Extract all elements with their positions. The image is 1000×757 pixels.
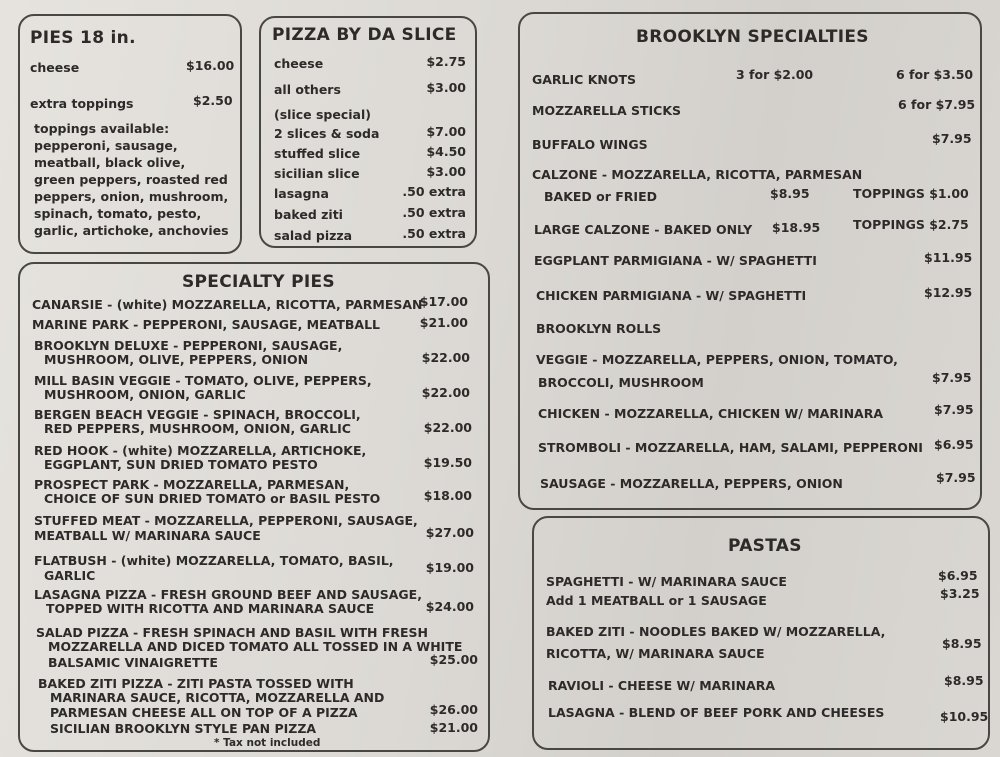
specialty-item-price: $24.00 [425, 599, 474, 614]
specialty-item-line: BAKED ZITI PIZZA - ZITI PASTA TOSSED WITH [38, 676, 354, 691]
stromboli-roll: STROMBOLI - MOZZARELLA, HAM, SALAMI, PEPPERONI [538, 440, 923, 455]
lasagna-price: $10.95 [940, 709, 989, 724]
specialty-item-line: STUFFED MEAT - MOZZARELLA, PEPPERONI, SAUSAGE, [34, 513, 418, 528]
specialty-item-line: RED PEPPERS, MUSHROOM, ONION, GARLIC [44, 421, 351, 436]
slice-item-label: lasagna [274, 186, 329, 201]
toppings-line: meatball, black olive, [34, 155, 186, 170]
chicken-parmigiana: CHICKEN PARMIGIANA - W/ SPAGHETTI [536, 288, 807, 303]
chicken-parmigiana-price: $12.95 [924, 285, 973, 300]
specialty-item-line: EGGPLANT, SUN DRIED TOMATO PESTO [44, 457, 318, 472]
specialty-item-price: $18.00 [423, 488, 472, 503]
specialty-item-line: MARINE PARK - PEPPERONI, SAUSAGE, MEATBALL [32, 317, 381, 332]
specialty-item-line: MILL BASIN VEGGIE - TOMATO, OLIVE, PEPPERS, [34, 373, 372, 388]
large-calzone: LARGE CALZONE - BAKED ONLY [534, 222, 753, 237]
specialty-item-price: $27.00 [425, 525, 474, 540]
pastas-title: PASTAS [728, 536, 802, 556]
calzone-toppings: TOPPINGS $1.00 [853, 186, 969, 201]
slice-item-price: $3.00 [426, 164, 466, 179]
large-calzone-price: $18.95 [772, 220, 821, 235]
stromboli-roll-price: $6.95 [934, 437, 974, 452]
toppings-line: toppings available: [34, 121, 170, 136]
slice-item-label: sicilian slice [274, 166, 360, 181]
toppings-line: green peppers, roasted red [34, 172, 228, 187]
eggplant-parmigiana: EGGPLANT PARMIGIANA - W/ SPAGHETTI [534, 253, 817, 268]
sausage-roll: SAUSAGE - MOZZARELLA, PEPPERS, ONION [540, 476, 843, 491]
pie-cheese-label: cheese [30, 60, 80, 75]
specialty-item-line: PROSPECT PARK - MOZZARELLA, PARMESAN, [34, 477, 350, 492]
pie-cheese-price: $16.00 [186, 58, 235, 73]
baked-ziti-price: $8.95 [942, 636, 982, 651]
specialty-item-line: BALSAMIC VINAIGRETTE [48, 655, 218, 670]
specialty-item-price: $25.00 [429, 652, 478, 667]
spaghetti-add-price: $3.25 [940, 586, 980, 601]
specialty-item-line: MUSHROOM, OLIVE, PEPPERS, ONION [44, 352, 309, 367]
garlic-knots: GARLIC KNOTS [532, 72, 637, 87]
specialty-item-line: LASAGNA PIZZA - FRESH GROUND BEEF AND SAUSAGE, [34, 587, 422, 602]
specialty-item-line: GARLIC [44, 568, 96, 583]
specialty-item-price: $21.00 [419, 315, 468, 330]
specialty-item-line: RED HOOK - (white) MOZZARELLA, ARTICHOKE, [34, 443, 367, 458]
specialty-item-price: $22.00 [421, 385, 470, 400]
lasagna: LASAGNA - BLEND OF BEEF PORK AND CHEESES [548, 705, 885, 720]
slice-title: PIZZA BY DA SLICE [272, 25, 457, 45]
baked-ziti-line: BAKED ZITI - NOODLES BAKED W/ MOZZARELLA, [546, 624, 886, 639]
brooklyn-rolls-heading: BROOKLYN ROLLS [536, 321, 662, 336]
slice-item-label: stuffed slice [274, 146, 361, 161]
specialty-item-price: $22.00 [421, 350, 470, 365]
veggie-roll-line: VEGGIE - MOZZARELLA, PEPPERS, ONION, TOMATO, [536, 352, 898, 367]
specialty-item-price: $21.00 [429, 720, 478, 735]
calzone-line: CALZONE - MOZZARELLA, RICOTTA, PARMESAN [532, 167, 863, 182]
eggplant-parmigiana-price: $11.95 [924, 250, 973, 265]
specialty-item-line: MEATBALL W/ MARINARA SAUCE [34, 528, 261, 543]
mozzarella-sticks-price: 6 for $7.95 [898, 97, 976, 112]
tax-note: * Tax not included [214, 737, 321, 749]
slice-item-price: .50 extra [402, 184, 466, 199]
large-calzone-toppings: TOPPINGS $2.75 [853, 217, 969, 232]
toppings-line: spinach, tomato, pesto, [34, 206, 202, 221]
specialty-item-line: TOPPED WITH RICOTTA AND MARINARA SAUCE [46, 601, 375, 616]
slice-item-label: (slice special) [274, 107, 371, 122]
specialty-item-line: BERGEN BEACH VEGGIE - SPINACH, BROCCOLI, [34, 407, 361, 422]
slice-item-price: $3.00 [426, 80, 466, 95]
chicken-roll: CHICKEN - MOZZARELLA, CHICKEN W/ MARINARA [538, 406, 884, 421]
specialty-item-price: $22.00 [423, 420, 472, 435]
specialty-item-line: BROOKLYN DELUXE - PEPPERONI, SAUSAGE, [34, 338, 343, 353]
slice-item-label: salad pizza [274, 228, 353, 243]
slice-item-price: .50 extra [402, 226, 466, 241]
specialty-item-price: $17.00 [419, 294, 468, 309]
garlic-knots-price-6: 6 for $3.50 [896, 67, 974, 82]
calzone-line: BAKED or FRIED [544, 189, 657, 204]
slice-item-price: .50 extra [402, 205, 466, 220]
veggie-roll-line: BROCCOLI, MUSHROOM [538, 375, 704, 390]
baked-ziti-line: RICOTTA, W/ MARINARA SAUCE [546, 646, 765, 661]
specialty-item-line: SALAD PIZZA - FRESH SPINACH AND BASIL WITH FRESH [36, 625, 428, 640]
ravioli-price: $8.95 [944, 673, 984, 688]
specialty-item-price: $19.50 [423, 455, 472, 470]
spaghetti-add: Add 1 MEATBALL or 1 SAUSAGE [546, 593, 767, 608]
toppings-line: peppers, onion, mushroom, [34, 189, 229, 204]
spaghetti: SPAGHETTI - W/ MARINARA SAUCE [546, 574, 787, 589]
slice-item-label: 2 slices & soda [274, 126, 380, 141]
specialty-item-line: CANARSIE - (white) MOZZARELLA, RICOTTA, PARMESAN [32, 297, 423, 312]
specialty-item-line: MOZZARELLA AND DICED TOMATO ALL TOSSED IN A WHITE [48, 639, 463, 654]
slice-item-price: $7.00 [426, 124, 466, 139]
slice-item-label: baked ziti [274, 207, 343, 222]
specialty-title: SPECIALTY PIES [182, 272, 335, 292]
buffalo-wings-price: $7.95 [932, 131, 972, 146]
slice-item-price: $2.75 [426, 54, 466, 69]
mozzarella-sticks: MOZZARELLA STICKS [532, 103, 682, 118]
specialty-item-line: MUSHROOM, ONION, GARLIC [44, 387, 246, 402]
slice-item-label: all others [274, 82, 341, 97]
extra-toppings-price: $2.50 [193, 93, 233, 108]
spaghetti-price: $6.95 [938, 568, 978, 583]
extra-toppings-label: extra toppings [30, 96, 134, 111]
brooklyn-title: BROOKLYN SPECIALTIES [636, 27, 869, 47]
toppings-line: pepperoni, sausage, [34, 138, 178, 153]
specialty-item-line: SICILIAN BROOKLYN STYLE PAN PIZZA [50, 721, 317, 736]
ravioli: RAVIOLI - CHEESE W/ MARINARA [548, 678, 776, 693]
sausage-roll-price: $7.95 [936, 470, 976, 485]
specialty-item-line: PARMESAN CHEESE ALL ON TOP OF A PIZZA [50, 705, 358, 720]
slice-item-label: cheese [274, 56, 324, 71]
veggie-roll-price: $7.95 [932, 370, 972, 385]
toppings-line: garlic, artichoke, anchovies [34, 223, 229, 238]
pies-18-title: PIES 18 in. [30, 28, 136, 48]
slice-item-price: $4.50 [426, 144, 466, 159]
specialty-item-line: CHOICE OF SUN DRIED TOMATO or BASIL PESTO [44, 491, 381, 506]
chicken-roll-price: $7.95 [934, 402, 974, 417]
specialty-item-line: FLATBUSH - (white) MOZZARELLA, TOMATO, BASIL, [34, 553, 394, 568]
calzone-price: $8.95 [770, 186, 810, 201]
garlic-knots-price-3: 3 for $2.00 [736, 67, 814, 82]
specialty-item-price: $19.00 [425, 560, 474, 575]
specialty-item-price: $26.00 [429, 702, 478, 717]
buffalo-wings: BUFFALO WINGS [532, 137, 648, 152]
specialty-item-line: MARINARA SAUCE, RICOTTA, MOZZARELLA AND [50, 690, 385, 705]
